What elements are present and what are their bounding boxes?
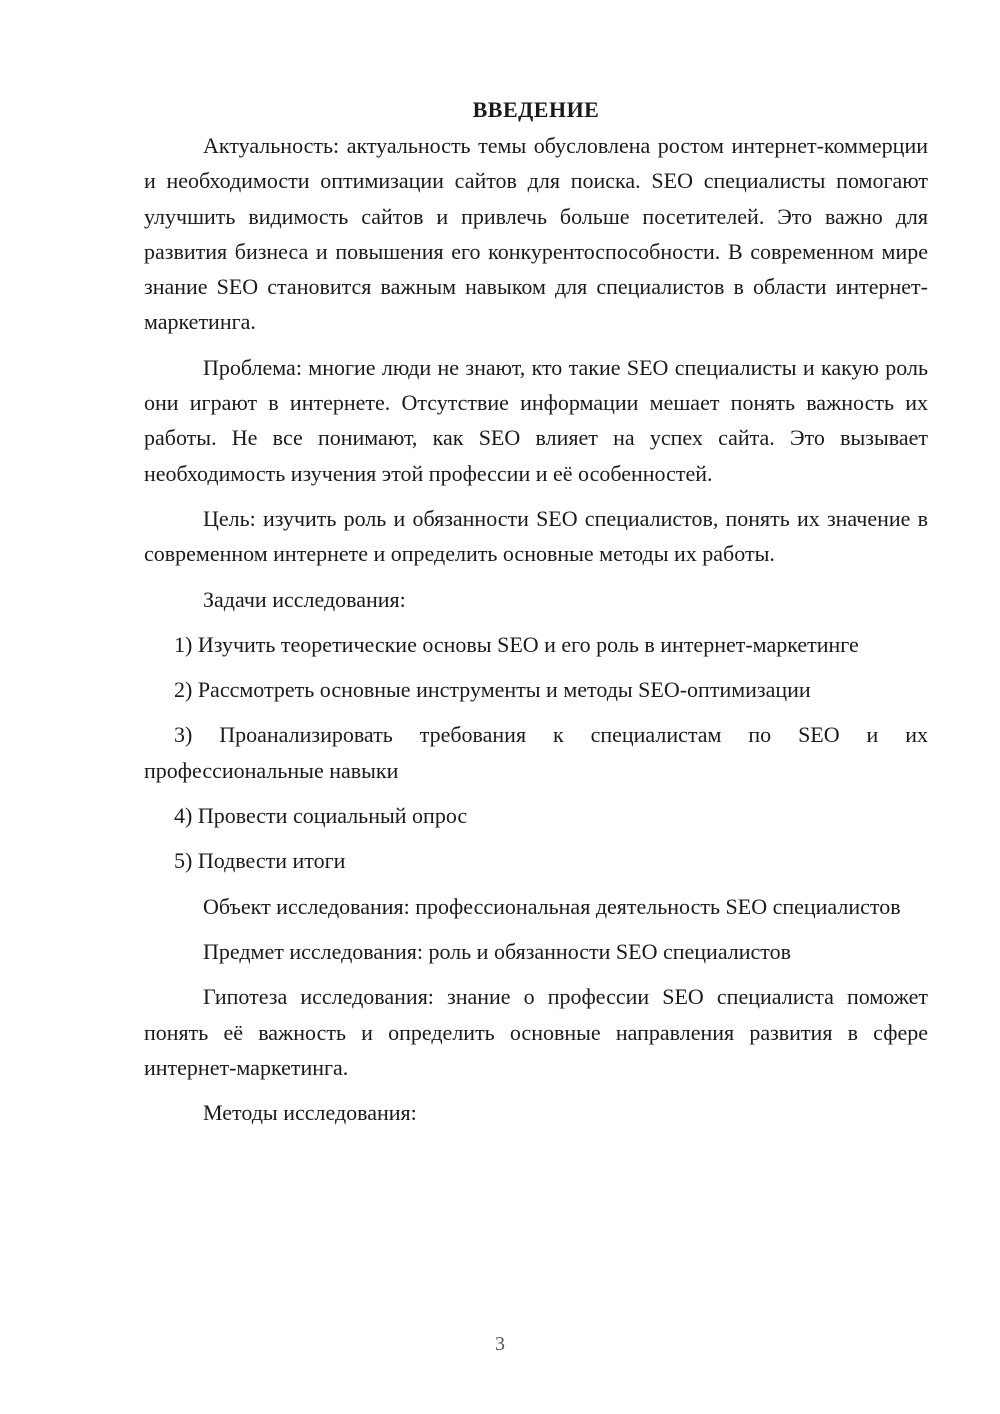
list-item: 1) Изучить теоретические основы SEO и его роль в интернет-маркетинге (174, 631, 859, 657)
page-title: ВВЕДЕНИЕ (472, 97, 600, 122)
paragraph-subject: Предмет исследования: роль и обязанности SEO специалистов (203, 938, 792, 964)
paragraph-methods: Методы исследования: (203, 1100, 417, 1126)
list-item: 3) Проанализировать требования к специалистам по SEO и их профессиональные навыки (144, 722, 928, 783)
paragraph-goal: Цель: изучить роль и обязанности SEO специалистов, понять их значение в современном интернете и определить основные методы их работы. (144, 505, 928, 567)
document-page (144, 92, 928, 1140)
paragraph-hypothesis: Гипотеза исследования: знание о профессии SEO специалиста поможет понять её важность и определить основные направления развития в сфере интернет-маркетинга. (144, 984, 928, 1080)
list-item: 4) Провести социальный опрос (174, 803, 468, 829)
paragraph-object: Объект исследования: профессиональная деятельность SEO специалистов (203, 893, 901, 919)
list-item: 5) Подвести итоги (174, 848, 346, 874)
paragraph-relevance: Актуальность: актуальность темы обусловлена ростом интернет-коммерции и необходимости оптимизации сайтов для поиска. SEO специалисты помогают улучшить видимость сайтов и привлечь больше посетителей. Это важно для развития бизнеса и повышения его конкурентоспособности. В современном мире знание SEO становится важным навыком для специалистов в области интернет-маркетинга. (144, 133, 928, 335)
list-item: 2) Рассмотреть основные инструменты и методы SEO-оптимизации (174, 677, 811, 703)
tasks-heading: Задачи исследования: (203, 586, 406, 612)
paragraph-problem: Проблема: многие люди не знают, кто такие SEO специалисты и какую роль они играют в интернете. Отсутствие информации мешает понять важность их работы. Не все понимают, как SEO влияет на успех сайта. Это вызывает необходимость изучения этой профессии и её особенностей. (144, 354, 928, 486)
page-number: 3 (495, 1333, 505, 1355)
tasks-list (144, 627, 928, 879)
